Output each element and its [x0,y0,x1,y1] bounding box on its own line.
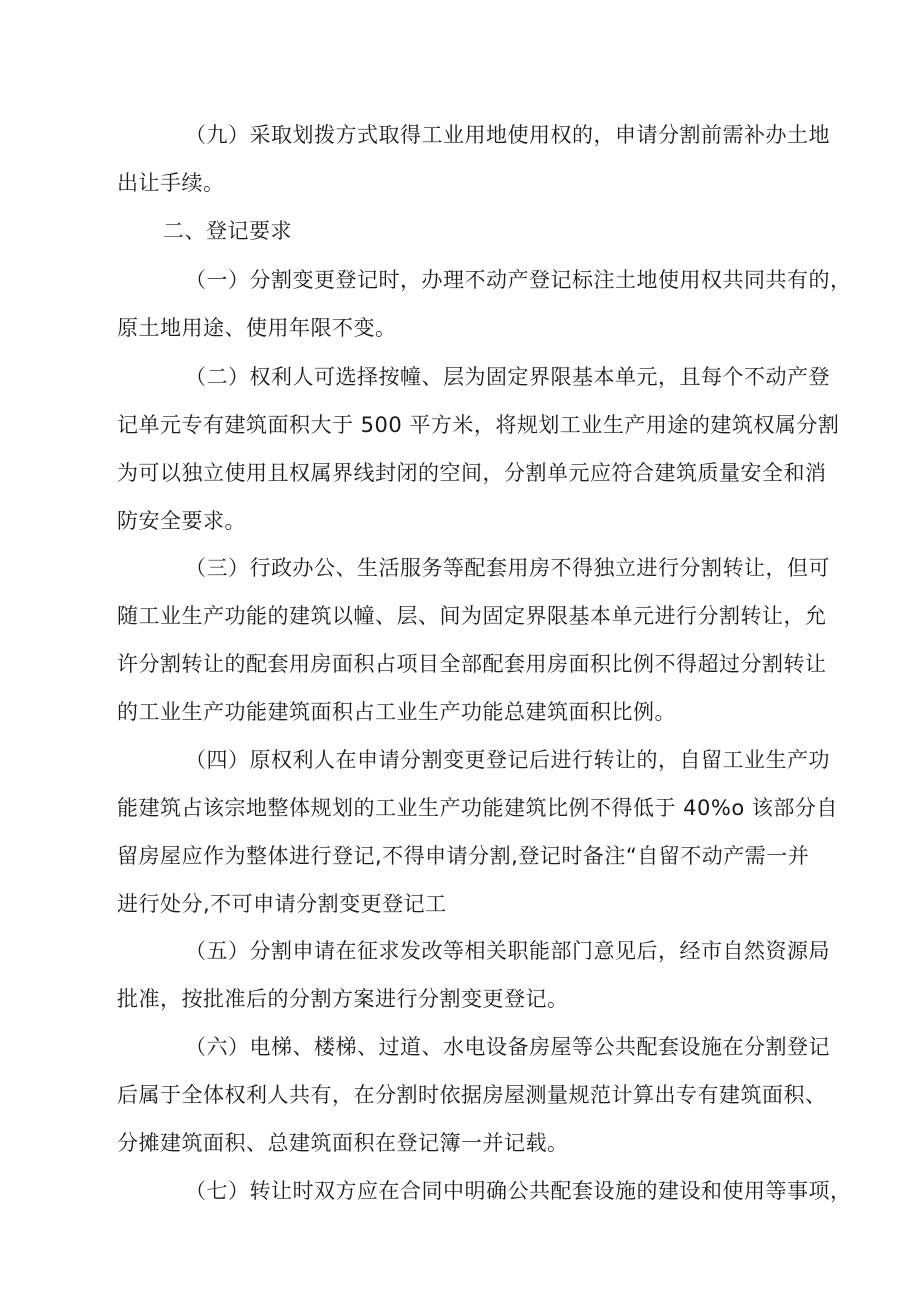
text-line: （一）分割变更登记时，办理不动产登记标注土地使用权共同共有的， [185,268,852,292]
text-line: （二）权利人可选择按幢、层为固定界限基本单元，且每个不动产登 [185,365,830,389]
paragraph-2-units [117,353,845,545]
text-line: 防安全要求。 [117,509,246,533]
text-line: 的工业生产功能建筑面积占工业生产功能总建筑面积比例。 [117,700,676,724]
paragraph-9-allocation [117,111,845,207]
text-line: 批准，按批准后的分割方案进行分割变更登记。 [117,987,569,1011]
text-line: （六）电梯、楼梯、过道、水电设备房屋等公共配套设施在分割登记 [185,1035,830,1059]
text-line: 能建筑占该宗地整体规划的工业生产功能建筑比例不得低于 40%o 该部分自 [117,796,838,820]
text-line: 留房屋应作为整体进行登记,不得申请分割,登记时备注“自留不动产需一并 [117,844,810,868]
paragraph-7-transfer-contract [117,1167,852,1215]
text-line: （七）转让时双方应在合同中明确公共配套设施的建设和使用等事项， [185,1179,852,1203]
text-line: 记单元专有建筑面积大于 500 平方米，将规划工业生产用途的建筑权属分割 [117,413,840,437]
text-line: 许分割转让的配套用房面积占项目全部配套用房面积比例不得超过分割转让 [117,652,827,676]
text-line: （九）采取划拨方式取得工业用地使用权的，申请分割前需补办土地 [185,123,830,147]
text-line: 进行处分,不可申请分割变更登记工 [117,892,447,916]
text-line: 出让手续。 [117,171,225,195]
paragraph-1-registration [117,256,852,352]
text-line: （五）分割申请在征求发改等相关职能部门意见后，经市自然资源局 [185,939,830,963]
text-line: （四）原权利人在申请分割变更登记后进行转让的，自留工业生产功 [185,748,830,772]
text-line: （三）行政办公、生活服务等配套用房不得独立进行分割转让，但可 [185,556,830,580]
paragraph-5-approval [117,927,845,1023]
text-line: 随工业生产功能的建筑以幢、层、间为固定界限基本单元进行分割转让，允 [117,604,827,628]
text-line: 后属于全体权利人共有，在分割时依据房屋测量规范计算出专有建筑面积、 [117,1083,827,1107]
text-line: 分摊建筑面积、总建筑面积在登记簿一并记载。 [117,1131,569,1155]
section-heading-registration-requirements: 二、登记要求 [163,219,292,243]
paragraph-4-retained-buildings [117,736,845,928]
paragraph-6-public-facilities [117,1023,845,1167]
text-line: 为可以独立使用且权属界线封闭的空间，分割单元应符合建筑质量安全和消 [117,461,827,485]
text-line: 原土地用途、使用年限不变。 [117,316,397,340]
paragraph-3-supporting-rooms [117,544,845,736]
